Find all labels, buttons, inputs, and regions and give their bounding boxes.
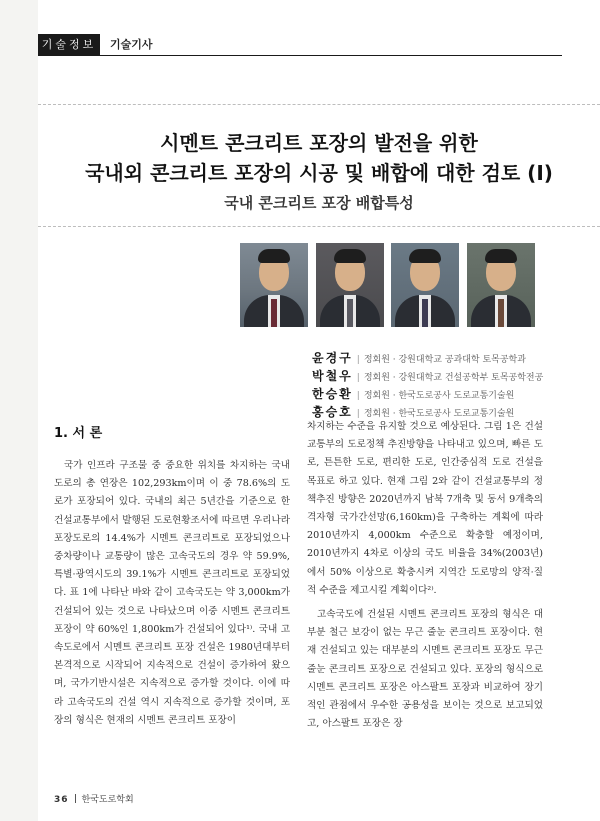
author-row: 박철우 | 정회원 · 강원대학교 건설공학부 토목공학전공 — [312, 369, 544, 383]
body-paragraph: 고속국도에 건설된 시멘트 콘크리트 포장의 형식은 대부분 철근 보강이 없는 무근 줄눈 콘크리트 포장이다. 현재 건설되고 있는 대부분의 시멘트 콘크리트 포장도 무근 줄눈 콘크리트 포장으로 건설되고 있다. 포장의 형식으로 시멘트 콘크리트 포장은 아스팔트 포장과 비교하여 장기적인 관점에서 우수한 공용성을 보이는 것으로 보고되었고, 아스팔트 포장은 장 — [307, 609, 543, 730]
author-photo-3 — [391, 243, 459, 327]
article-subtitle: 국내 콘크리트 포장 배합특성 — [224, 194, 414, 212]
author-name: 한승환 — [312, 387, 353, 401]
running-header — [38, 34, 600, 56]
page-footer — [54, 792, 134, 805]
author-row: 한승환 | 정회원 · 한국도로공사 도로교통기술원 — [312, 387, 515, 401]
article-title-line-1: 시멘트 콘크리트 포장의 발전을 위한 — [160, 131, 478, 155]
author-name: 홍승호 — [312, 405, 353, 419]
article-title-block — [38, 128, 600, 214]
author-affiliation: 정회원 · 강원대학교 건설공학부 토목공학전공 — [363, 373, 544, 383]
section-heading: 1. 서 론 — [54, 426, 103, 441]
body-paragraph: 국가 인프라 구조물 중 중요한 위치를 차지하는 국내 도로의 총 연장은 102,293km이며 이 중 78.6%의 도로가 포장되어 있다. 국내의 최근 5년간을 기준으로 한 건설교통부에서 발행된 도로현황조서에 따르면 우리나라 포장도로의 14.4%가 시멘트 콘크리트로 포장되었으나 중차량이나 교통량이 많은 고속국도의 경우 약 59.9%, 특별·광역시도의 39.1%가 시멘트 콘크리트로 포장되었다. 표 1에 나타난 바와 같이 고속국도는 약 3,000km가 건설되어 있는 것으로 나타났으며 이중 시멘트 콘크리트 포장이 약 60%인 1,800km가 건설되어 있다¹⁾. 국내 고속도로에서 시멘트 콘크리트 포장 건설은 1980년대부터 본격적으로 시작되어 지속적으로 건설이 증가하여 왔으며, 국가기반시설은 지속적으로 증가할 것이다. 이에 따라 고속국도의 건설 역시 지속적으로 증가할 것이며, 포장의 형식은 현재의 시멘트 콘크리트 포장이 — [54, 460, 290, 726]
section-subcategory: 기술기사 — [110, 38, 153, 51]
author-affiliation: 정회원 · 강원대학교 공과대학 토목공학과 — [363, 355, 526, 365]
author-affiliation: 정회원 · 한국도로공사 도로교통기술원 — [363, 391, 515, 401]
author-photo-1 — [240, 243, 308, 327]
author-photo-2 — [316, 243, 384, 327]
author-list — [312, 349, 592, 421]
title-divider-bottom — [38, 226, 600, 227]
author-affiliation: 정회원 · 한국도로공사 도로교통기술원 — [363, 409, 515, 419]
section-tag: 기술정보 — [38, 34, 100, 56]
author-row: 홍승호 | 정회원 · 한국도로공사 도로교통기술원 — [312, 405, 515, 419]
title-divider-top — [38, 104, 600, 105]
body-column-right — [307, 418, 543, 733]
author-photo-4 — [467, 243, 535, 327]
body-column-left — [54, 425, 290, 730]
header-rule — [38, 55, 562, 56]
article-title-line-2: 국내외 콘크리트 포장의 시공 및 배합에 대한 검토 (I) — [85, 161, 553, 185]
body-paragraph: 차지하는 수준을 유지할 것으로 예상된다. 그림 1은 건설교통부의 도로정책 추진방향을 나타내고 있으며, 빠른 도로, 튼튼한 도로, 편리한 도로, 인간중심적 도로 건설을 목표로 하고 있다. 현재 그림 2와 같이 건설교통부의 정책추진 방향은 2020년까지 남북 7개축 및 동서 9개축의 격자형 국가간선망(6,160km)을 구축하는 계획에 따라 2010년까지 4,000km 수준으로 확충할 예정이며, 2010년까지 4차로 이상의 국도 비율을 34%(2003년)에서 50% 이상으로 확충시켜 지역간 도로망의 양적·질적 수준을 제고시킬 계획이다²⁾. — [307, 421, 543, 596]
author-name: 윤경구 — [312, 351, 353, 365]
page-number: 36 — [54, 795, 69, 805]
author-row: 윤경구 | 정회원 · 강원대학교 공과대학 토목공학과 — [312, 351, 526, 365]
author-name: 박철우 — [312, 369, 353, 383]
publication-name: 한국도로학회 — [81, 795, 134, 805]
